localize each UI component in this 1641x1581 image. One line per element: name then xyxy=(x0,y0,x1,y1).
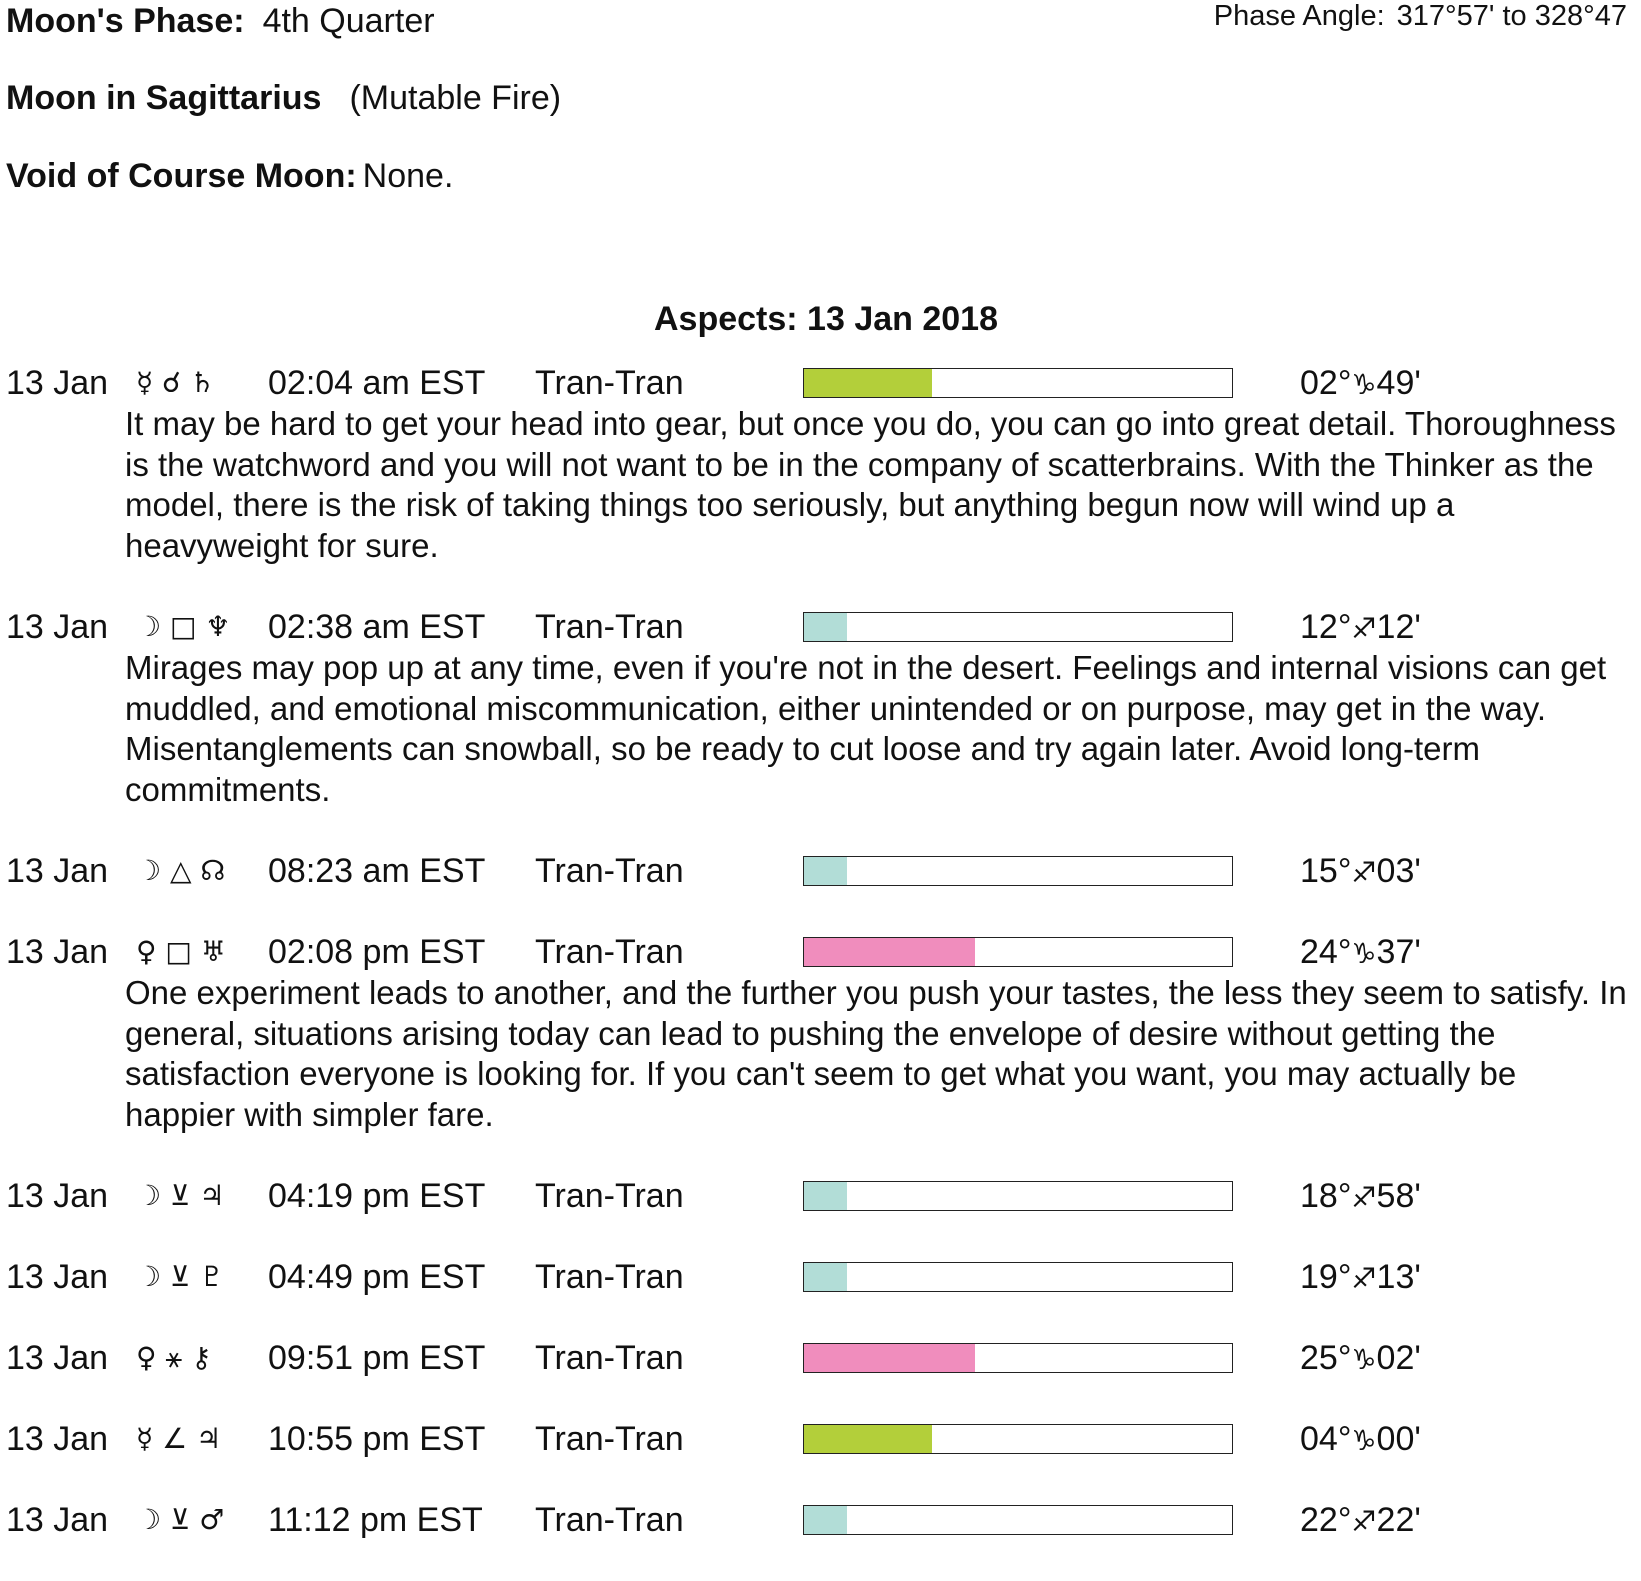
aspect-minutes: 37' xyxy=(1376,933,1421,971)
phase-angle-value: 317°57' to 328°47 xyxy=(1396,0,1627,32)
aspect-glyphs: ♀ □ ♅ xyxy=(136,935,226,968)
aspect-date: 13 Jan xyxy=(6,933,109,971)
aspect-line xyxy=(0,363,1641,403)
aspect-description: It may be hard to get your head into gear, but once you do, you can go into great detail. Thoroughness is the watchword and you will not want to be in the company of scatterbrains. With the Thinker as the model, there is the risk of taking things too seriously, but anything begun now will wind up a heavyweight for sure. xyxy=(125,405,1616,564)
aspect-time: 02:38 am EST xyxy=(268,608,486,646)
aspect-glyphs: ☿ ∠ ♃ xyxy=(136,1422,222,1455)
aspect-position xyxy=(1300,1500,1421,1542)
aspect-degree: 19° xyxy=(1300,1258,1352,1296)
aspect-line xyxy=(0,607,1641,647)
zodiac-sign-icon: ♑ xyxy=(1351,1343,1377,1376)
aspect-entry xyxy=(0,1257,1641,1297)
aspect-line xyxy=(0,851,1641,891)
aspect-entry xyxy=(0,1419,1641,1459)
aspect-date: 13 Jan xyxy=(6,364,109,402)
aspect-strength-fill xyxy=(804,857,847,885)
aspect-time: 11:12 pm EST xyxy=(268,1501,483,1539)
zodiac-sign-icon: ♐ xyxy=(1351,1505,1377,1538)
moon-phase-label: Moon's Phase: xyxy=(6,2,245,40)
aspect-strength-bar xyxy=(803,1505,1233,1535)
aspect-strength-fill xyxy=(804,369,932,397)
aspect-strength-fill xyxy=(804,1344,975,1372)
aspect-date: 13 Jan xyxy=(6,1420,109,1458)
moon-phase-line xyxy=(6,2,435,41)
aspect-strength-bar xyxy=(803,937,1233,967)
void-of-course-value: None. xyxy=(362,157,454,195)
aspect-strength-bar xyxy=(803,856,1233,886)
aspect-position xyxy=(1300,607,1421,649)
aspect-date: 13 Jan xyxy=(6,852,109,890)
aspect-time: 02:08 pm EST xyxy=(268,933,486,971)
aspect-line xyxy=(0,1338,1641,1378)
aspect-minutes: 12' xyxy=(1376,608,1421,646)
aspect-minutes: 49' xyxy=(1376,364,1421,402)
void-of-course-line xyxy=(6,157,453,196)
aspect-type: Tran-Tran xyxy=(535,608,684,646)
aspect-minutes: 02' xyxy=(1376,1339,1421,1377)
aspect-type: Tran-Tran xyxy=(535,1501,684,1539)
aspect-type: Tran-Tran xyxy=(535,1339,684,1377)
aspect-time: 04:19 pm EST xyxy=(268,1177,486,1215)
aspect-date: 13 Jan xyxy=(6,1501,109,1539)
zodiac-sign-icon: ♑ xyxy=(1351,368,1377,401)
aspect-line xyxy=(0,1419,1641,1459)
aspect-entry xyxy=(0,1338,1641,1378)
aspect-type: Tran-Tran xyxy=(535,1420,684,1458)
aspect-position xyxy=(1300,1338,1421,1380)
aspect-type: Tran-Tran xyxy=(535,1177,684,1215)
aspect-strength-bar xyxy=(803,612,1233,642)
aspect-time: 09:51 pm EST xyxy=(268,1339,486,1377)
moon-sign-label: Moon in Sagittarius xyxy=(6,79,322,117)
aspect-entry xyxy=(0,1176,1641,1216)
aspect-minutes: 00' xyxy=(1376,1420,1421,1458)
aspect-strength-bar xyxy=(803,1343,1233,1373)
aspect-type: Tran-Tran xyxy=(535,364,684,402)
aspect-glyphs: ☽ ⊻ ♇ xyxy=(136,1260,225,1293)
zodiac-sign-icon: ♑ xyxy=(1351,1424,1377,1457)
aspect-time: 02:04 am EST xyxy=(268,364,486,402)
aspect-minutes: 58' xyxy=(1376,1177,1421,1215)
aspect-date: 13 Jan xyxy=(6,1177,109,1215)
phase-angle-label: Phase Angle: xyxy=(1213,0,1385,32)
aspect-degree: 12° xyxy=(1300,608,1352,646)
aspect-degree: 15° xyxy=(1300,852,1352,890)
aspect-glyphs: ☽ □ ♆ xyxy=(136,610,231,643)
aspect-type: Tran-Tran xyxy=(535,1258,684,1296)
aspect-position xyxy=(1300,851,1421,893)
aspect-date: 13 Jan xyxy=(6,1258,109,1296)
aspect-entry xyxy=(0,363,1641,566)
aspect-strength-bar xyxy=(803,1262,1233,1292)
aspect-glyphs: ♀ ⚹ ⚷ xyxy=(136,1341,212,1374)
aspect-minutes: 22' xyxy=(1376,1501,1421,1539)
aspect-strength-fill xyxy=(804,1506,847,1534)
aspect-minutes: 13' xyxy=(1376,1258,1421,1296)
aspect-glyphs: ☿ ☌ ♄ xyxy=(136,366,215,399)
aspect-line xyxy=(0,1176,1641,1216)
aspect-time: 08:23 am EST xyxy=(268,852,486,890)
aspect-strength-fill xyxy=(804,1263,847,1291)
aspect-glyphs: ☽ ⊻ ♃ xyxy=(136,1179,225,1212)
aspect-strength-fill xyxy=(804,938,975,966)
aspect-position xyxy=(1300,1257,1421,1299)
aspect-time: 04:49 pm EST xyxy=(268,1258,486,1296)
aspect-entry xyxy=(0,607,1641,810)
aspect-glyphs: ☽ △ ☊ xyxy=(136,854,226,887)
aspect-position xyxy=(1300,363,1421,405)
aspect-position xyxy=(1300,932,1421,974)
phase-angle-line xyxy=(1214,0,1627,33)
aspect-time: 10:55 pm EST xyxy=(268,1420,486,1458)
aspect-degree: 04° xyxy=(1300,1420,1352,1458)
aspect-degree: 24° xyxy=(1300,933,1352,971)
aspect-line xyxy=(0,1257,1641,1297)
aspect-degree: 22° xyxy=(1300,1501,1352,1539)
aspect-strength-bar xyxy=(803,1424,1233,1454)
aspect-description: Mirages may pop up at any time, even if you're not in the desert. Feelings and internal visions can get muddled, and emotional miscommunication, either unintended or on purpose, may get in the way. Misentanglements can snowball, so be ready to cut loose and try again later. Avoid long-term commitments. xyxy=(125,649,1607,808)
aspect-line xyxy=(0,932,1641,972)
aspect-minutes: 03' xyxy=(1376,852,1421,890)
zodiac-sign-icon: ♐ xyxy=(1351,1181,1377,1214)
aspect-degree: 25° xyxy=(1300,1339,1352,1377)
aspect-entry xyxy=(0,932,1641,1135)
aspect-strength-bar xyxy=(803,1181,1233,1211)
aspect-strength-bar xyxy=(803,368,1233,398)
aspect-degree: 18° xyxy=(1300,1177,1352,1215)
aspects-list xyxy=(0,363,1641,1581)
zodiac-sign-icon: ♐ xyxy=(1351,856,1377,889)
aspect-strength-fill xyxy=(804,613,847,641)
moon-sign-element: (Mutable Fire) xyxy=(349,79,562,117)
aspect-line xyxy=(0,1500,1641,1540)
aspect-entry xyxy=(0,1500,1641,1540)
aspect-position xyxy=(1300,1419,1421,1461)
zodiac-sign-icon: ♐ xyxy=(1351,612,1377,645)
aspect-strength-fill xyxy=(804,1182,847,1210)
aspect-position xyxy=(1300,1176,1421,1218)
aspect-date: 13 Jan xyxy=(6,608,109,646)
aspect-description: One experiment leads to another, and the further you push your tastes, the less they seem to satisfy. In general, situations arising today can lead to pushing the envelope of desire without getting the satisfaction everyone is looking for. If you can't seem to get what you want, you may actually be happier with simpler fare. xyxy=(125,974,1627,1133)
aspect-glyphs: ☽ ⊻ ♂ xyxy=(136,1503,225,1536)
aspects-title: Aspects: 13 Jan 2018 xyxy=(654,300,998,338)
moon-phase-value: 4th Quarter xyxy=(262,2,435,40)
aspect-entry xyxy=(0,851,1641,891)
aspect-type: Tran-Tran xyxy=(535,852,684,890)
moon-sign-line xyxy=(6,79,561,118)
aspect-type: Tran-Tran xyxy=(535,933,684,971)
void-of-course-label: Void of Course Moon: xyxy=(6,157,357,195)
zodiac-sign-icon: ♑ xyxy=(1351,937,1377,970)
aspect-strength-fill xyxy=(804,1425,932,1453)
aspect-degree: 02° xyxy=(1300,364,1352,402)
zodiac-sign-icon: ♐ xyxy=(1351,1262,1377,1295)
aspect-date: 13 Jan xyxy=(6,1339,109,1377)
